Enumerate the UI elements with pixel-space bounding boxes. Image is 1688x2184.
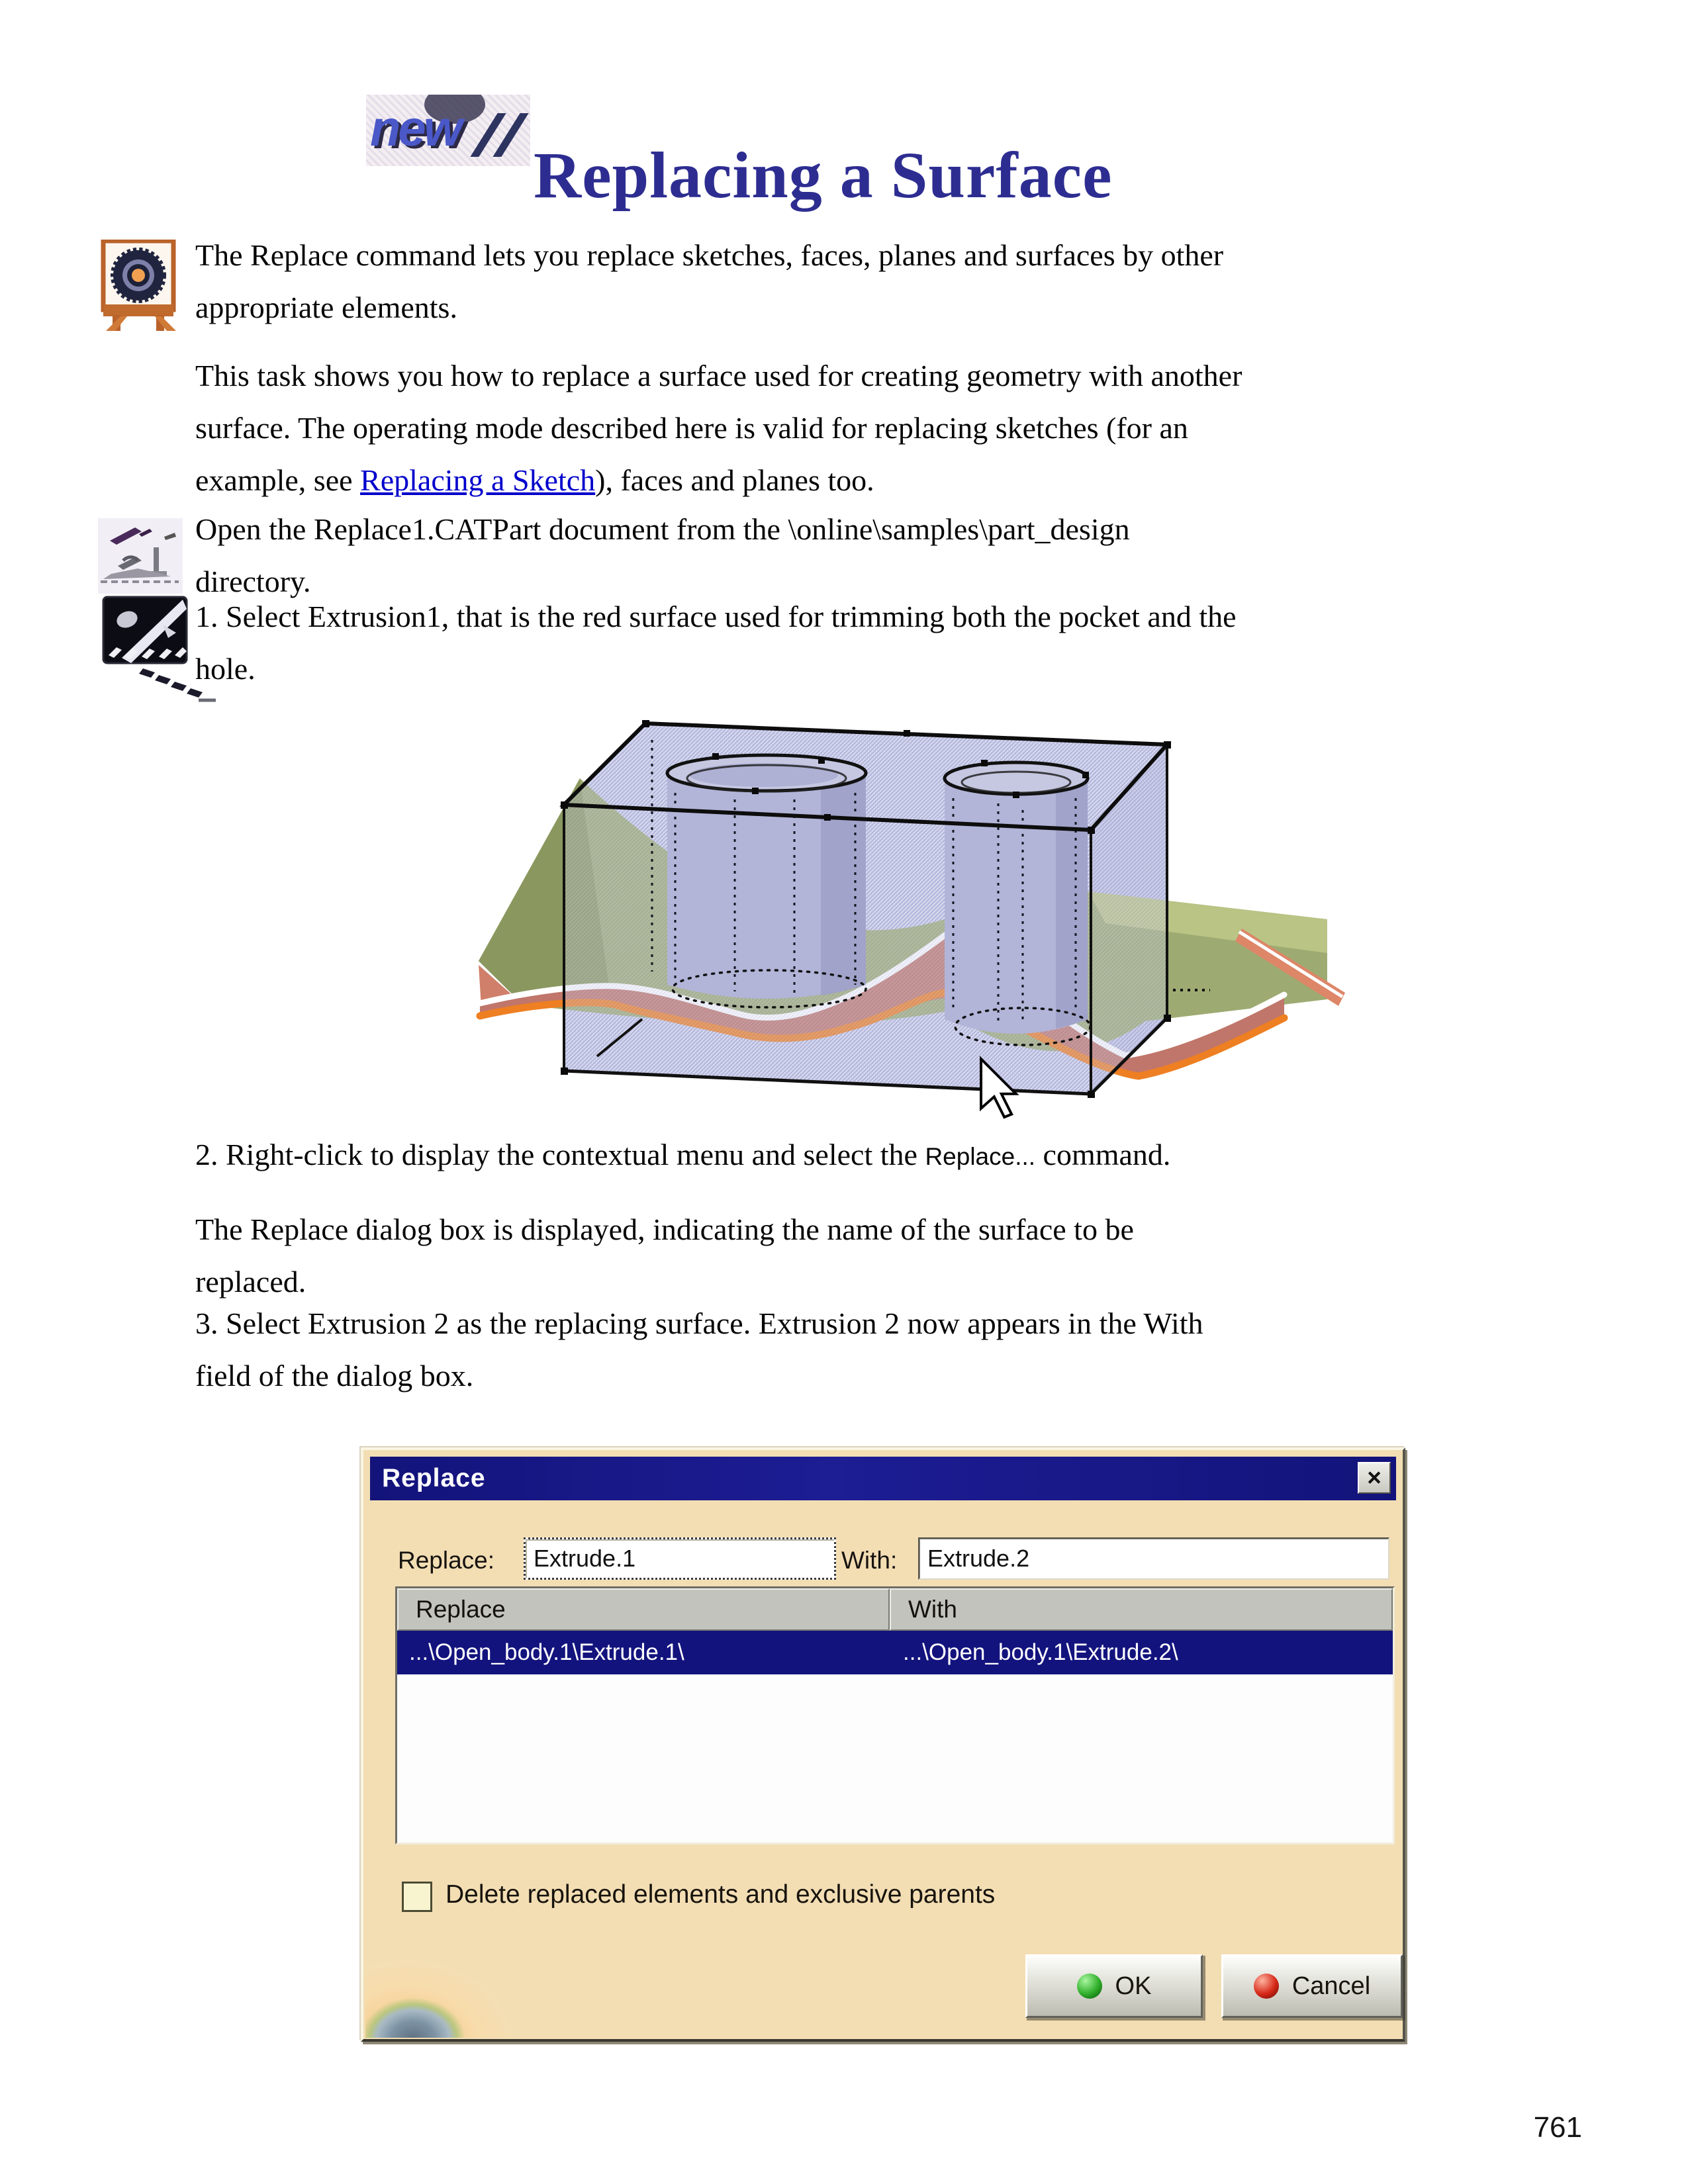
new-badge-icon (366, 95, 530, 166)
text-line: The Replace dialog box is displayed, indicating the name of the surface to be (195, 1212, 1134, 1246)
with-field-label: With: (841, 1547, 898, 1574)
delete-replaced-checkbox[interactable] (402, 1882, 432, 1912)
paragraph-step3 (195, 1297, 1203, 1402)
paragraph-task (195, 349, 1242, 506)
text-line: field of the dialog box. (195, 1359, 474, 1392)
page-title: Replacing a Surface (534, 138, 1113, 212)
cancel-button[interactable] (1221, 1954, 1403, 2018)
replace-dialog (361, 1447, 1405, 2042)
cancel-button-label: Cancel (1291, 1972, 1371, 2000)
text-span: command. (1035, 1138, 1171, 1171)
delete-replaced-checkbox-label: Delete replaced elements and exclusive parents (445, 1880, 996, 1909)
text-line: This task shows you how to replace a surface used for creating geometry with another (195, 359, 1243, 392)
target-icon (98, 240, 184, 335)
text-span: example, see (195, 463, 361, 497)
replacing-a-sketch-link[interactable]: Replacing a Sketch (360, 463, 596, 497)
text-span: 2. Right-click to display the contextual menu and select the (195, 1138, 925, 1171)
new-badge-text: new (370, 101, 460, 157)
dialog-titlebar[interactable] (370, 1457, 1396, 1500)
row-with-value: ...\Open_body.1\Extrude.2\ (903, 1639, 1178, 1665)
text-line: hole. (195, 652, 256, 686)
column-header-replace: Replace (397, 1588, 890, 1631)
part-3d-illustration (424, 694, 1350, 1138)
close-icon[interactable]: × (1358, 1462, 1391, 1494)
paragraph-dialog-info (195, 1203, 1134, 1308)
ok-button-label: OK (1115, 1972, 1152, 2000)
column-header-with: With (890, 1588, 1393, 1631)
replace-command-text: Replace... (925, 1143, 1036, 1170)
text-span: ), faces and planes too. (595, 463, 874, 497)
text-line: 1. Select Extrusion1, that is the red surface used for trimming both the pocket and the (195, 600, 1237, 633)
text-line: The Replace command lets you replace sketches, faces, planes and surfaces by other (195, 238, 1224, 272)
text-line: 3. Select Extrusion 2 as the replacing surface. Extrusion 2 now appears in the With (195, 1306, 1203, 1340)
text-line: appropriate elements. (195, 291, 457, 324)
page-number: 761 (1533, 2111, 1582, 2144)
text-line: surface. The operating mode described here is valid for replacing sketches (for an (195, 411, 1188, 445)
text-line (195, 1128, 1170, 1183)
row-replace-value: ...\Open_body.1\Extrude.1\ (409, 1639, 684, 1665)
open-scenario-icon (98, 518, 183, 594)
globe-decoration (365, 1934, 539, 2038)
dialog-title: Replace (382, 1464, 486, 1492)
with-input[interactable]: Extrude.2 (918, 1537, 1389, 1580)
replace-input[interactable]: Extrude.1 (524, 1537, 836, 1580)
replacement-list[interactable] (395, 1586, 1395, 1844)
text-line: Open the Replace1.CATPart document from the \online\samples\part_design (195, 512, 1130, 546)
text-line (195, 454, 1242, 506)
text-line: directory. (195, 565, 311, 598)
cancel-red-ball-icon (1254, 1974, 1279, 1999)
ok-green-ball-icon (1077, 1974, 1102, 1999)
ok-button[interactable] (1025, 1954, 1203, 2018)
replace-field-label: Replace: (398, 1547, 495, 1574)
paragraph-intro (195, 229, 1223, 334)
paragraph-step1 (195, 590, 1237, 695)
selected-list-row[interactable] (397, 1631, 1393, 1674)
paragraph-step2 (195, 1128, 1170, 1183)
text-line: replaced. (195, 1265, 306, 1298)
